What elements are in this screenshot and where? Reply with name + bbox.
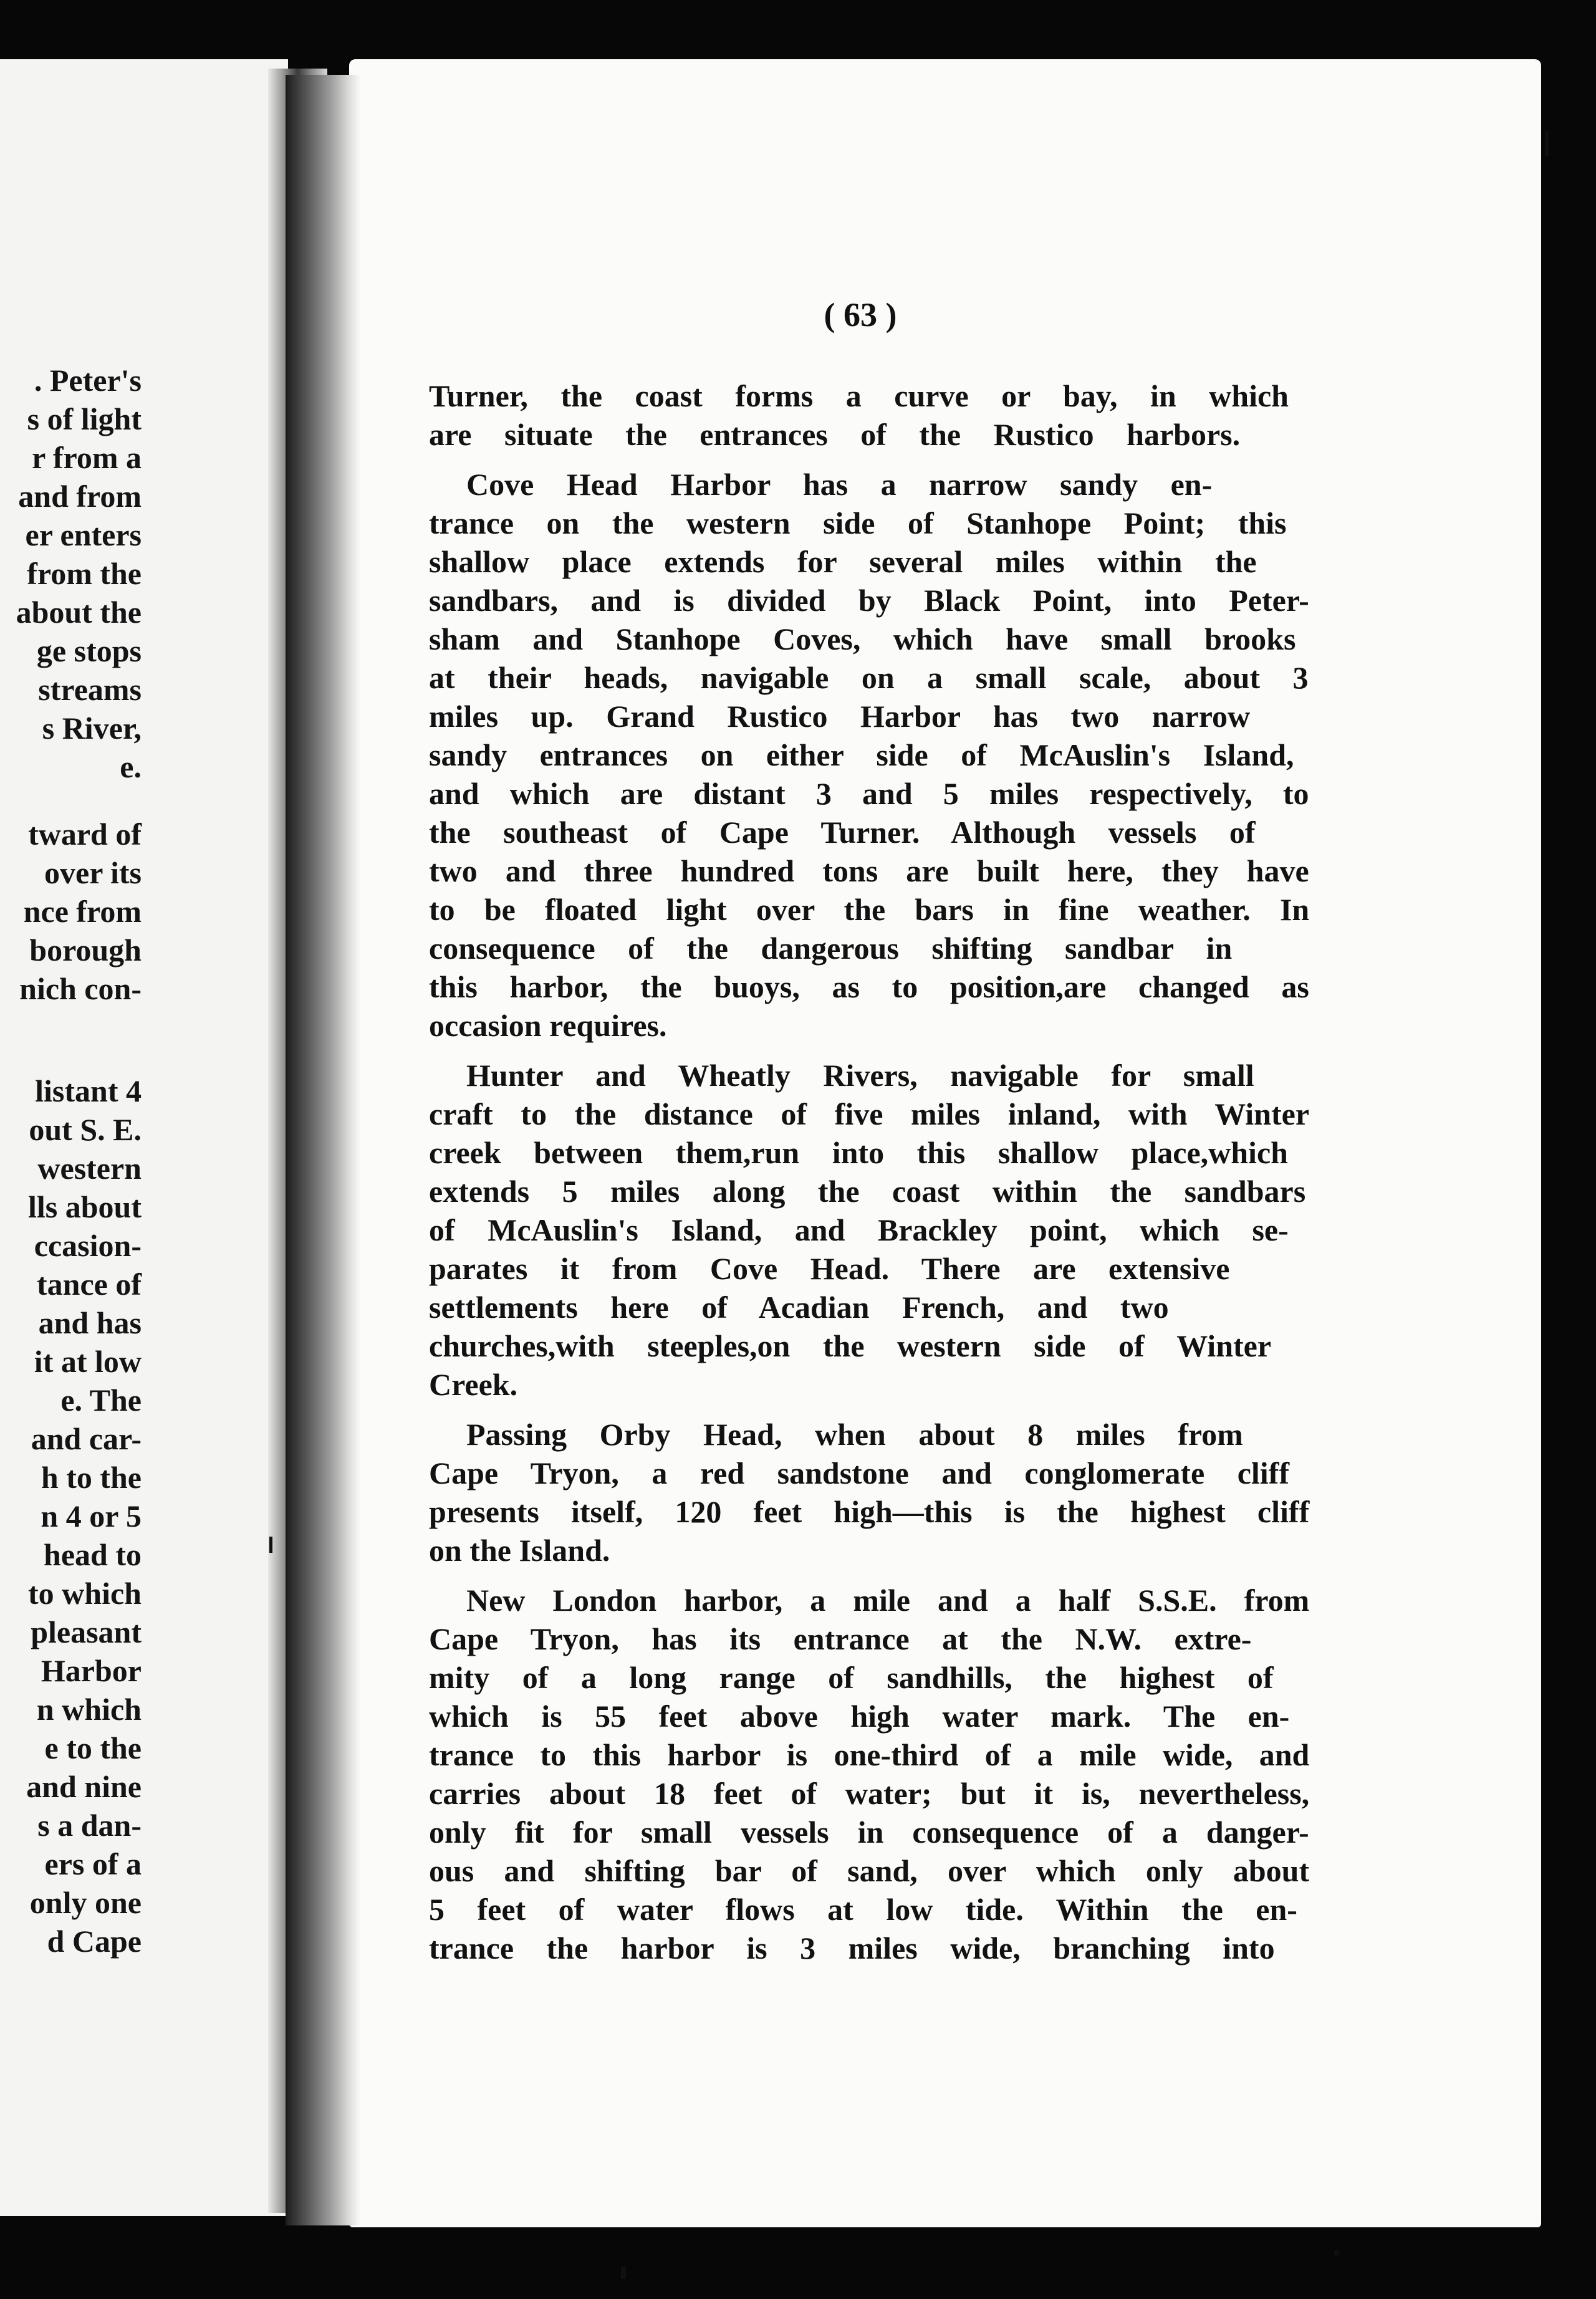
scan-speck	[621, 2267, 626, 2279]
left-page-line: about the	[16, 595, 142, 630]
text-line: parates it from Cove Head. There are extensive	[429, 1251, 1230, 1286]
text-line: sham and Stanhope Coves, which have small brooks	[429, 622, 1296, 656]
left-page-line: e. The	[60, 1383, 142, 1418]
left-page-line: western	[37, 1151, 142, 1186]
text-line: craft to the distance of five miles inland, with Winter	[429, 1097, 1310, 1131]
left-page-line: to which	[28, 1576, 142, 1611]
previous-page	[0, 59, 288, 2216]
text-line: settlements here of Acadian French, and two	[429, 1290, 1169, 1325]
text-line: are situate the entrances of the Rustico harbors.	[429, 417, 1241, 452]
text-line: 5 feet of water flows at low tide. Within the en-	[429, 1892, 1297, 1927]
left-page-line: e to the	[44, 1730, 142, 1765]
left-page-line: only one	[29, 1885, 142, 1920]
left-page-line: nce from	[23, 894, 142, 929]
left-page-line: er enters	[25, 517, 142, 552]
text-line: sandbars, and is divided by Black Point, into Peter-	[429, 583, 1309, 618]
left-page-line: d Cape	[47, 1924, 142, 1959]
text-line: presents itself, 120 feet high—this is the highest cliff	[429, 1494, 1310, 1529]
text-line: occasion requires.	[429, 1008, 667, 1043]
left-page-line: and from	[18, 479, 142, 514]
left-page-line: tance of	[37, 1267, 142, 1302]
text-line: creek between them,run into this shallow place,which	[429, 1135, 1288, 1170]
text-line: Passing Orby Head, when about 8 miles from	[466, 1417, 1243, 1452]
text-line: Cape Tryon, a red sandstone and conglomerate cliff	[429, 1456, 1289, 1490]
left-page-line: from the	[27, 556, 142, 591]
left-page-line: lls about	[27, 1189, 142, 1224]
text-line: miles up. Grand Rustico Harbor has two narrow	[429, 699, 1251, 734]
text-line: ous and shifting bar of sand, over which only about	[429, 1853, 1310, 1888]
text-line: Cape Tryon, has its entrance at the N.W. extre-	[429, 1621, 1252, 1656]
left-page-line: n 4 or 5	[41, 1499, 142, 1533]
text-line: this harbor, the buoys, as to position,are changed as	[429, 969, 1309, 1004]
left-page-line: nich con-	[19, 971, 142, 1006]
left-page-line: r from a	[32, 440, 142, 475]
left-page-line: s River,	[42, 711, 142, 746]
left-page-line: ers of a	[44, 1846, 142, 1881]
text-line: Cove Head Harbor has a narrow sandy en-	[466, 467, 1213, 502]
text-line: only fit for small vessels in consequence of a danger-	[429, 1815, 1309, 1850]
left-page-line: listant 4	[35, 1073, 142, 1108]
text-line: New London harbor, a mile and a half S.S.E. from	[466, 1583, 1310, 1618]
left-page-line: h to the	[41, 1460, 142, 1495]
left-page-line: head to	[44, 1537, 142, 1572]
text-line: trance the harbor is 3 miles wide, branching into	[429, 1931, 1275, 1965]
left-page-line: borough	[29, 933, 142, 967]
text-line: Creek.	[429, 1367, 518, 1402]
left-page-line: and nine	[26, 1769, 142, 1804]
left-page-line: . Peter's	[34, 363, 142, 398]
left-page-line: out S. E.	[29, 1112, 142, 1147]
left-page-line: pleasant	[31, 1615, 142, 1649]
left-page-line: tward of	[28, 817, 142, 852]
text-line: trance to this harbor is one-third of a mile wide, and	[429, 1737, 1310, 1772]
text-line: trance on the western side of Stanhope Point; this	[429, 506, 1287, 540]
text-line: carries about 18 feet of water; but it is, nevertheless,	[429, 1776, 1310, 1811]
left-page-line: s of light	[27, 401, 142, 436]
scan-speck	[1545, 131, 1549, 156]
left-page-line: s a dan-	[37, 1808, 142, 1843]
text-line: sandy entrances on either side of McAuslin's Island,	[429, 737, 1294, 772]
text-line: of McAuslin's Island, and Brackley point, which se-	[429, 1212, 1289, 1247]
left-page-line: ge stops	[36, 633, 142, 668]
text-line: consequence of the dangerous shifting sandbar in	[429, 931, 1233, 966]
text-line: Turner, the coast forms a curve or bay, in which	[429, 378, 1289, 413]
text-line: churches,with steeples,on the western side of Winter	[429, 1328, 1272, 1363]
text-line: shallow place extends for several miles within the	[429, 544, 1257, 579]
text-line: to be floated light over the bars in fine weather. In	[429, 892, 1310, 927]
text-line: and which are distant 3 and 5 miles respectively, to	[429, 776, 1309, 811]
text-line: two and three hundred tons are built here, they have	[429, 853, 1309, 888]
text-line: which is 55 feet above high water mark. The en-	[429, 1699, 1290, 1734]
text-line: mity of a long range of sandhills, the highest of	[429, 1660, 1274, 1695]
scan-speck	[269, 1537, 272, 1553]
text-line: Hunter and Wheatly Rivers, navigable for small	[466, 1058, 1254, 1093]
text-line: extends 5 miles along the coast within the sandbars	[429, 1174, 1306, 1209]
left-page-line: ccasion-	[34, 1228, 142, 1263]
page-number: ( 63 )	[824, 296, 897, 334]
left-page-line: it at low	[34, 1344, 142, 1379]
text-line: the southeast of Cape Turner. Although vessels of	[429, 815, 1256, 850]
text-line: at their heads, navigable on a small scale, about 3	[429, 660, 1309, 695]
left-page-line: streams	[38, 672, 142, 707]
scan-speck	[1334, 2250, 1339, 2255]
text-line: on the Island.	[429, 1533, 610, 1568]
left-page-line: and car-	[31, 1421, 142, 1456]
left-page-line: and has	[38, 1305, 142, 1340]
left-page-line: n which	[36, 1692, 142, 1727]
left-page-line: over its	[44, 855, 142, 890]
gutter-shadow	[286, 75, 360, 2225]
left-page-line: e.	[120, 749, 142, 784]
left-page-line: Harbor	[41, 1653, 142, 1688]
